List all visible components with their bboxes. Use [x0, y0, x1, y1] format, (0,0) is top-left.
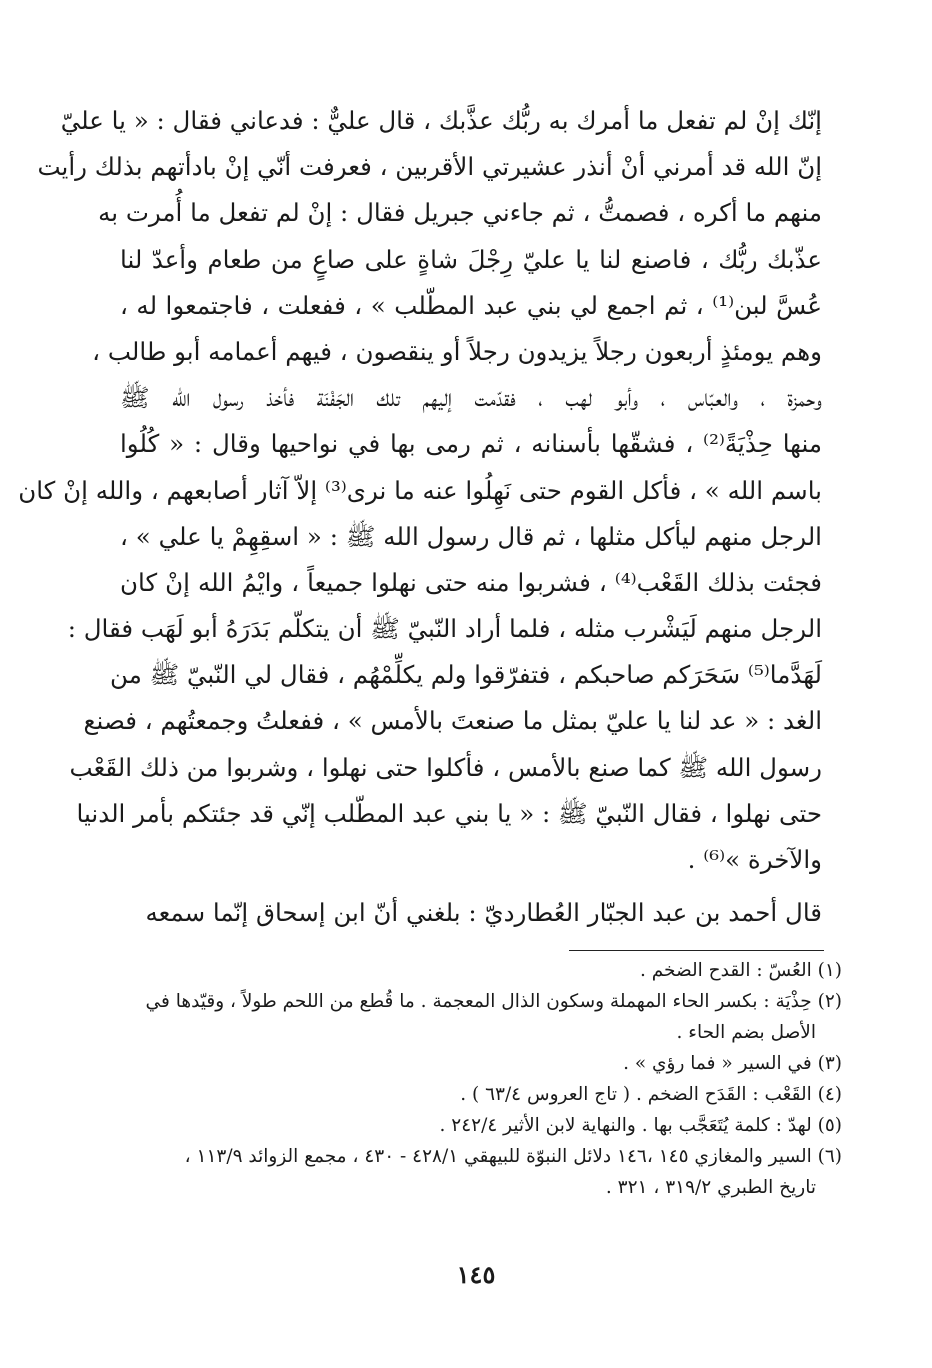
- paragraph-first-line: قال أحمد بن عبد الجبّار العُطارديّ : بلغني أنّ ابن إسحاق إنّما سمعه: [145, 898, 822, 927]
- text-line: وهم يومئذٍ أربعون رجلاً يزيدون رجلاً أو ينقصون ، فيهم أعمامه أبو طالب ،: [92, 336, 822, 366]
- text-line: باسم الله » ، فأكل القوم حتى نَهِلُوا عنه ما نرى⁽³⁾ إلاّ آثار أصابعهم ، والله إنْ كان: [18, 475, 822, 505]
- page-number: ١٤٥: [456, 1260, 496, 1289]
- text-line: والآخرة »⁽⁶⁾ .: [687, 845, 822, 874]
- footnote: (٥) لهدّ : كلمة يُتَعَجَّب بها . والنهاية لابن الأثير ٢٤٢/٤ .: [439, 1115, 842, 1136]
- main-text-block: [18, 98, 822, 883]
- footnote: (٤) القَعْب : القَدَح الضخم . ( تاج العروس ٦٣/٤ ) .: [460, 1084, 842, 1105]
- text-line: حتى نهلوا ، فقال النّبيّ ﷺ : « يا بني عبد المطّلب إنّي قد جئتكم بأمر الدنيا: [76, 798, 822, 828]
- text-line: منها حِذْيَةً⁽²⁾ ، فشقّها بأسنانه ، ثم رمى بها في نواحيها وقال : « كُلُوا: [120, 429, 822, 459]
- footnote-continuation: الأصل بضم الحاء .: [676, 1022, 816, 1043]
- footnote: (١) العُسّ : القدح الضخم .: [639, 960, 842, 981]
- footnote: (٦) السير والمغازي ١٤٥ ،١٤٦ دلائل النبوّة للبيهقي ٤٢٨/١ - ٤٣٠ ، مجمع الزوائد ١١٣/٩ ،: [184, 1146, 842, 1167]
- text-line: الرجل منهم لَيَشْرب مثله ، فلما أراد النّبيّ ﷺ أن يتكلّم بَدَرَهُ أبو لَهَب فقال :: [67, 614, 822, 644]
- text-line: إنّك إنْ لم تفعل ما أمرك به ربُّك عذَّبك ، قال عليٌّ : فدعاني فقال : « يا عليّ: [60, 106, 822, 135]
- text-line: منهم ما أكره ، فصمتُّ ، ثم جاءني جبريل فقال : إنْ لم تفعل ما أُمرت به: [98, 198, 822, 228]
- text-line: الغد : « عد لنا يا عليّ بمثل ما صنعتَ بالأمس » ، ففعلتُ وجمعتُهم ، فصنع: [83, 706, 822, 736]
- footnote: (٣) في السير « فما رؤي » .: [623, 1053, 842, 1074]
- text-line: عُسَّ لبن⁽¹⁾ ، ثم اجمع لي بني عبد المطّلب » ، ففعلت ، فاجتمعوا له ،: [120, 290, 822, 320]
- footnotes-section: [120, 955, 842, 1203]
- footnote-divider: [569, 950, 824, 951]
- text-line: إنّ الله قد أمرني أنْ أنذر عشيرتي الأقربين ، فعرفت أنّي إنْ بادأتهم بذلك رأيت: [37, 152, 822, 182]
- footnote-continuation: تاريخ الطبري ٣١٩/٢ ، ٣٢١ .: [605, 1177, 816, 1198]
- footnote: (٢) حِذْيَة : بكسر الحاء المهملة وسكون الذال المعجمة . ما قُطع من اللحم طولاً ، وقيّدها في: [145, 991, 842, 1012]
- text-line: لَهَدَّما⁽⁵⁾ سَحَرَكم صاحبكم ، فتفرّقوا ولم يكلِّمْهُم ، فقال لي النّبيّ ﷺ من: [110, 660, 822, 690]
- text-line: رسول الله ﷺ كما صنع بالأمس ، فأكلوا حتى نهلوا ، وشربوا من ذلك القَعْب: [69, 752, 822, 782]
- text-line: فجئت بذلك القَعْب⁽⁴⁾ ، فشربوا منه حتى نهلوا جميعاً ، وايْمُ الله إنْ كان: [120, 567, 822, 597]
- text-line: الرجل منهم ليأكل مثلها ، ثم قال رسول الله ﷺ : « اسقِهِمْ يا علي » ،: [120, 521, 822, 551]
- text-line: عذّبك ربُّك ، فاصنع لنا يا عليّ رِجْلَ شاةٍ على صاعٍ من طعام وأعدّ لنا: [120, 244, 822, 274]
- text-line: وحمزة ، والعبّاس ، وأبو لهب ، فقدّمت إليهم تلك الجَفْنَة فأخذ رسول الله ﷺ: [120, 383, 822, 413]
- paragraph-start: [120, 890, 822, 936]
